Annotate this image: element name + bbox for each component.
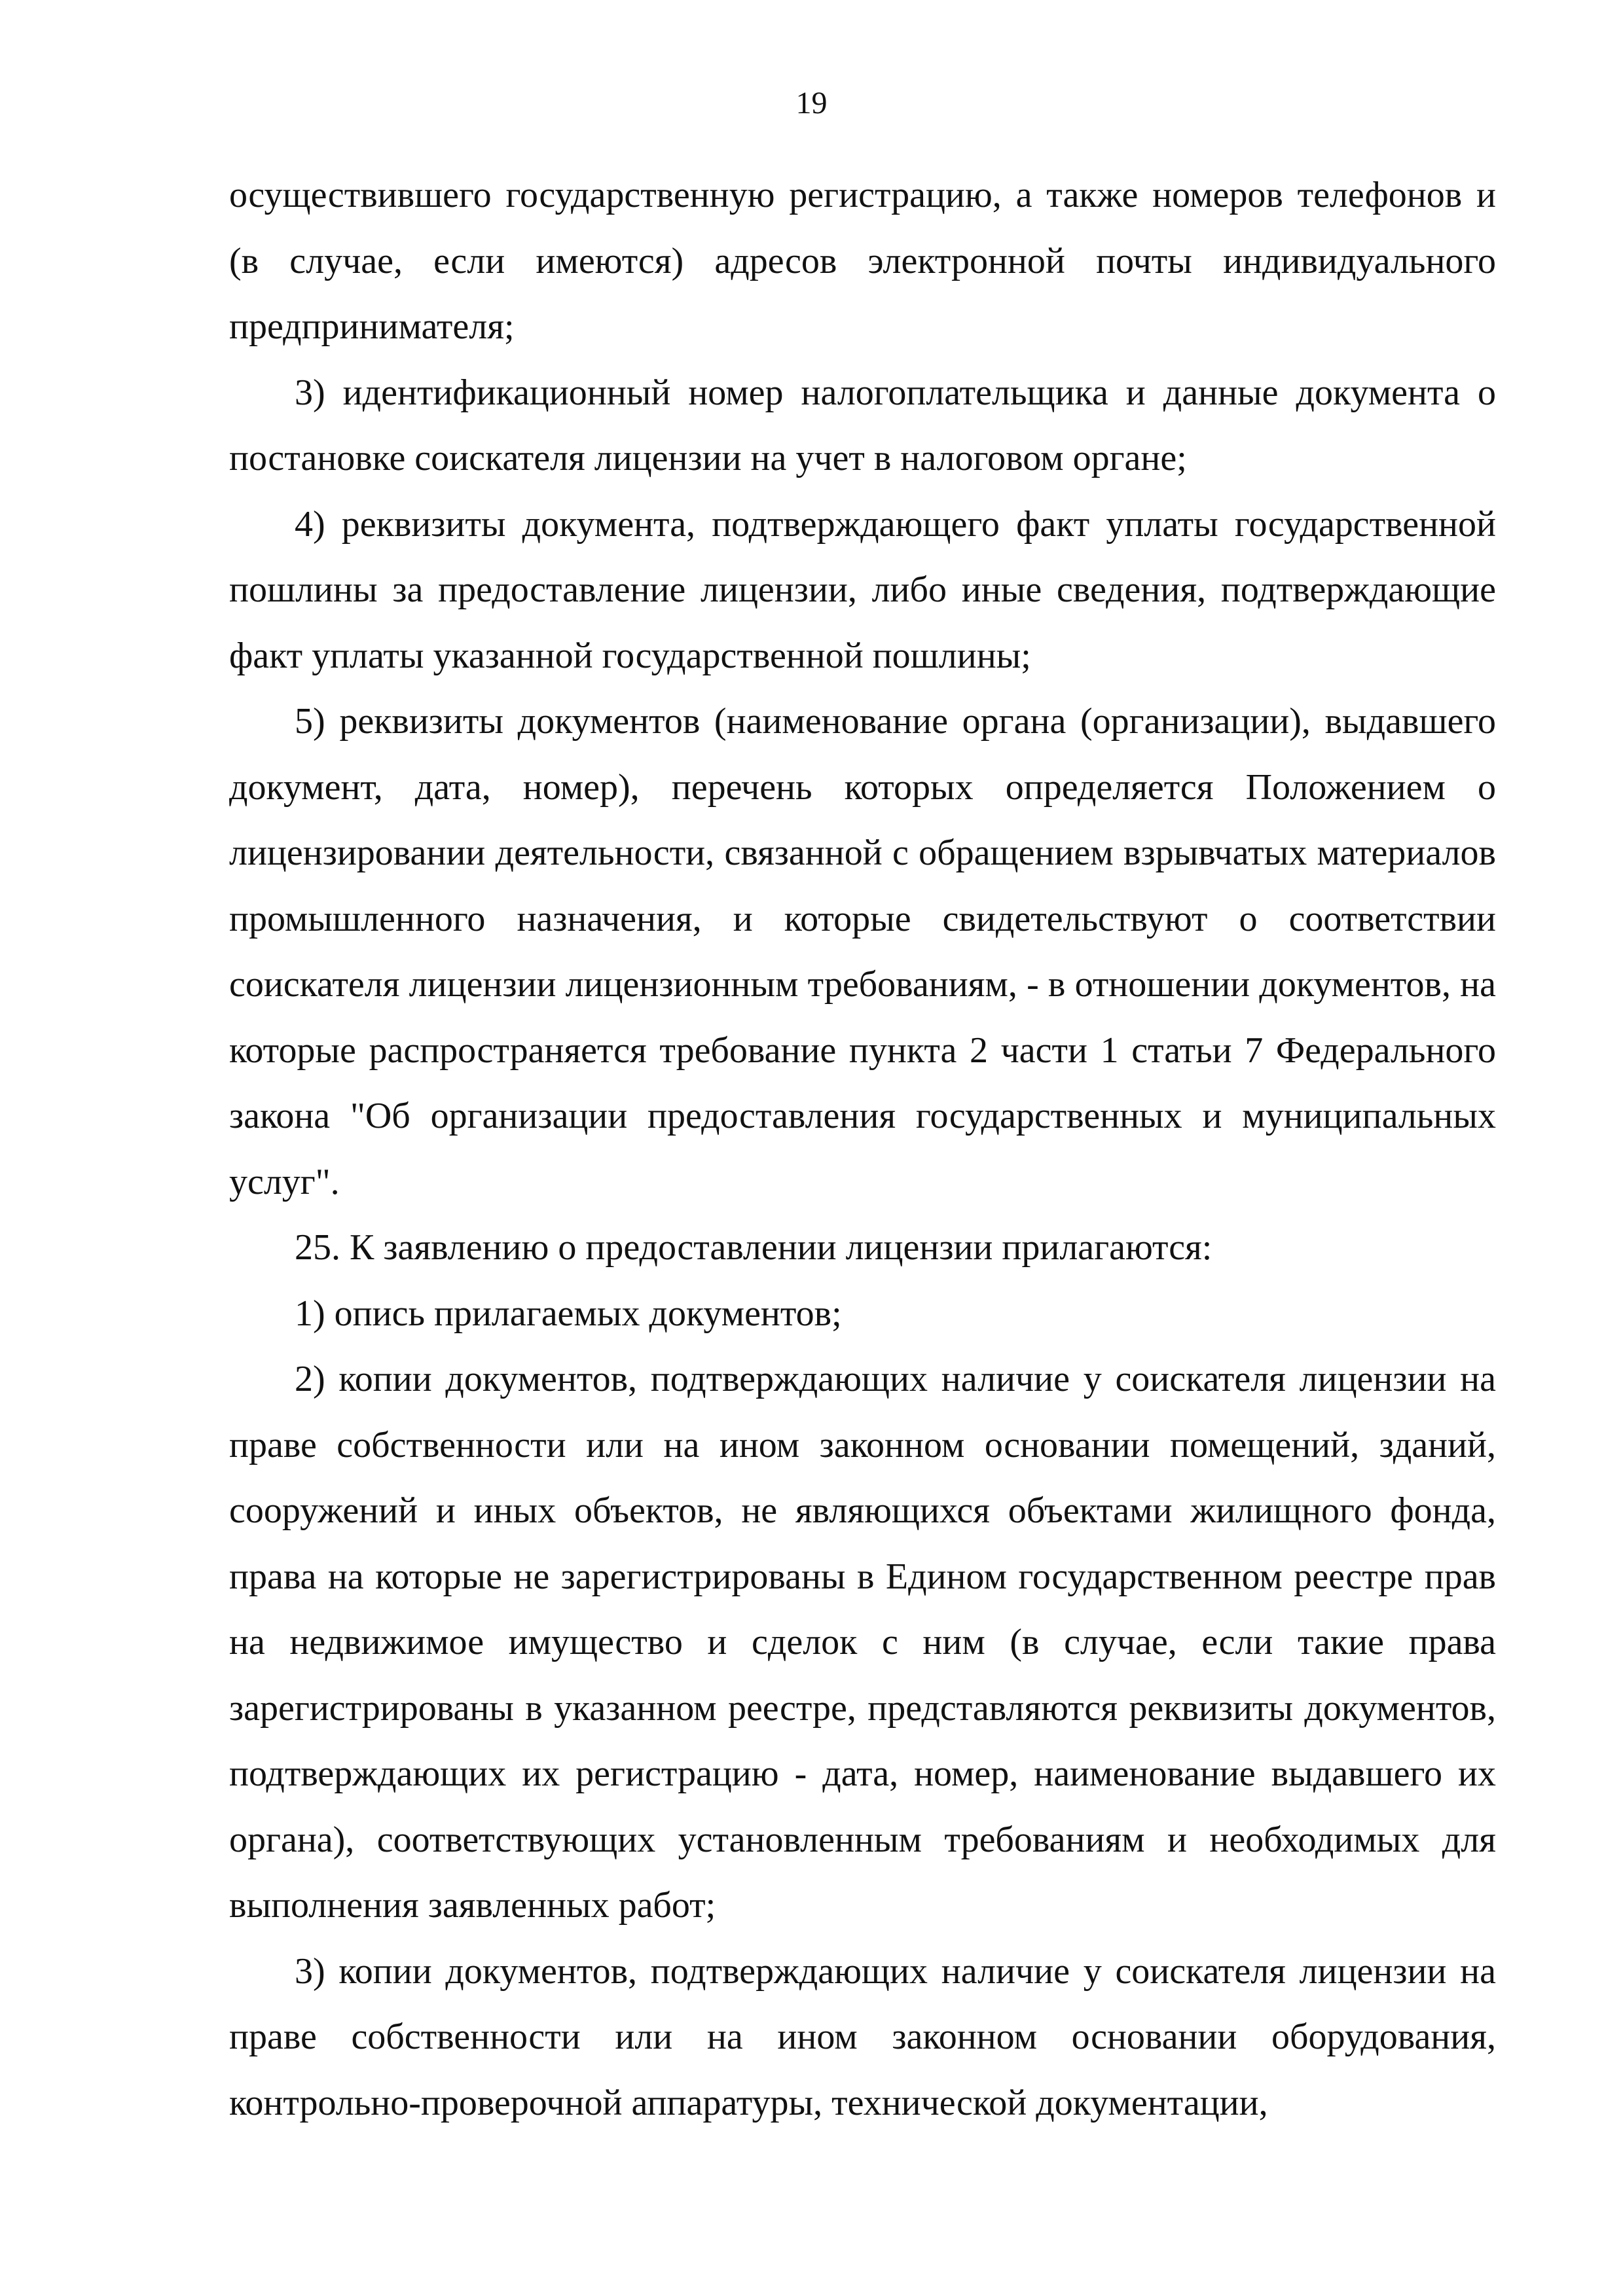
paragraph-item-4: 4) реквизиты документа, подтверждающего факт уплаты государственной пошлины за предоставление лицензии, либо иные сведения, подтверждающие факт уплаты указанной государственной пошлины; bbox=[229, 503, 1496, 676]
page-number: 19 bbox=[795, 86, 828, 120]
paragraph-clause-25: 25. К заявлению о предоставлении лицензии прилагаются: bbox=[295, 1227, 1213, 1268]
paragraph-continuation: осуществившего государственную регистрацию, а также номеров телефонов и (в случае, если имеются) адресов электронной почты индивидуального предпринимателя; bbox=[229, 175, 1496, 347]
paragraph-attachment-2: 2) копии документов, подтверждающих наличие у соискателя лицензии на праве собственности или на ином законном основании помещений, зданий, сооружений и иных объектов, не являющихся объектами жилищного фонда, права на которые не зарегистрированы в Едином государственном реестре прав на недвижимое имущество и сделок с ним (в случае, если такие права зарегистрированы в указанном реестре, представляются реквизиты документов, подтверждающих их регистрацию - дата, номер, наименование выдавшего их органа), соответствующих установленным требованиям и необходимых для выполнения заявленных работ; bbox=[229, 1359, 1496, 1926]
paragraph-item-5: 5) реквизиты документов (наименование органа (организации), выдавшего документ, дата, номер), перечень которых определяется Положением о лицензировании деятельности, связанной с обращением взрывчатых материалов промышленного назначения, и которые свидетельствуют о соответствии соискателя лицензии лицензионным требованиям, - в отношении документов, на которые распространяется требование пункта 2 части 1 статьи 7 Федерального закона "Об организации предоставления государственных и муниципальных услуг". bbox=[229, 701, 1496, 1202]
paragraph-attachment-1: 1) опись прилагаемых документов; bbox=[295, 1293, 842, 1334]
paragraph-attachment-3: 3) копии документов, подтверждающих наличие у соискателя лицензии на праве собственности или на ином законном основании оборудования, контрольно-проверочной аппаратуры, технической документации, bbox=[229, 1950, 1496, 2123]
paragraph-item-3: 3) идентификационный номер налогоплательщика и данные документа о постановке соискателя лицензии на учет в налоговом органе; bbox=[229, 372, 1496, 478]
document-body bbox=[229, 162, 1496, 2136]
